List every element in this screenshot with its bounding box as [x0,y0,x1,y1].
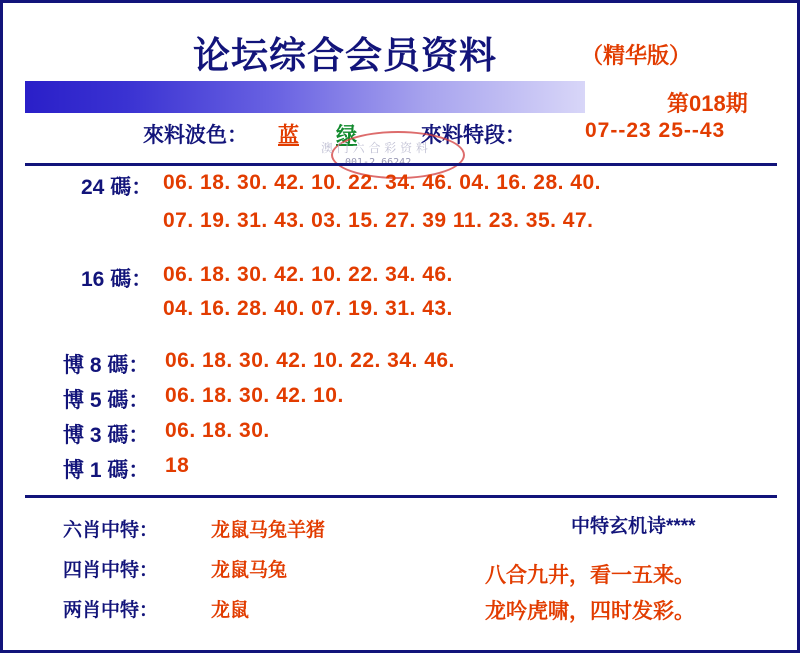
code-24-line2: 07. 19. 31. 43. 03. 15. 27. 39 11. 23. 35. 47. [163,209,594,232]
special-segment-value: 07--23 25--43 [585,119,726,142]
code-16-label: 16 碼： [81,268,153,291]
special-segment-label: 來料特段： [421,124,526,147]
watermark-text-primary: 澳 门 六 合 彩 资 料 [321,141,428,155]
bet-5-value: 06. 18. 30. 42. 10. [165,384,344,407]
bet-1-label: 博 1 碼： [63,459,150,482]
poem-line-1: 八合九井，看一五来。 [485,564,695,587]
zodiac-6-label: 六肖中特： [63,520,159,541]
bet-8-value: 06. 18. 30. 42. 10. 22. 34. 46. [165,349,455,372]
zodiac-6-value: 龙鼠马兔羊猪 [211,520,326,541]
bet-5-label: 博 5 碼： [63,389,150,412]
wave-value-green: 绿 [336,124,357,147]
code-24-line1: 06. 18. 30. 42. 10. 22. 34. 46. 04. 16. 28. 40. [163,171,601,194]
code-block-24-label [81,171,152,201]
code-block-16-line1 [163,263,453,287]
header [3,3,797,77]
zodiac-4-value: 龙鼠马兔 [211,560,288,581]
page-title: 论坛综合会员资料 [193,34,497,77]
watermark-text-secondary: 001-2 66242 [345,157,412,168]
code-16-line2: 04. 16. 28. 40. 07. 19. 31. 43. [163,297,453,320]
bet-1-value: 18 [165,454,190,477]
bet-3-value: 06. 18. 30. [165,419,270,442]
wave-label: 來料波色： [143,124,248,147]
divider-bottom [25,495,777,498]
poem-line-2: 龙吟虎啸，四时发彩。 [485,600,695,623]
zodiac-2-value: 龙鼠 [211,600,250,621]
code-block-16-label [81,263,152,293]
code-block-24-line2 [163,209,594,233]
wave-value-blue: 蓝 [278,124,299,147]
code-24-label: 24 碼： [81,176,153,199]
issue-number: 第018期 [667,91,748,116]
code-block-16-line2 [163,297,453,321]
poem-title: 中特玄机诗**** [571,516,696,537]
zodiac-4-label: 四肖中特： [63,560,159,581]
divider-top [25,163,777,166]
gradient-banner [25,81,585,113]
code-16-line1: 06. 18. 30. 42. 10. 22. 34. 46. [163,263,453,286]
wave-row [3,115,797,157]
code-block-24-line1 [163,171,601,195]
bet-3-label: 博 3 碼： [63,424,150,447]
zodiac-2-label: 两肖中特： [63,600,159,621]
bet-8-label: 博 8 碼： [63,354,150,377]
edition-badge: （精华版） [581,43,692,68]
